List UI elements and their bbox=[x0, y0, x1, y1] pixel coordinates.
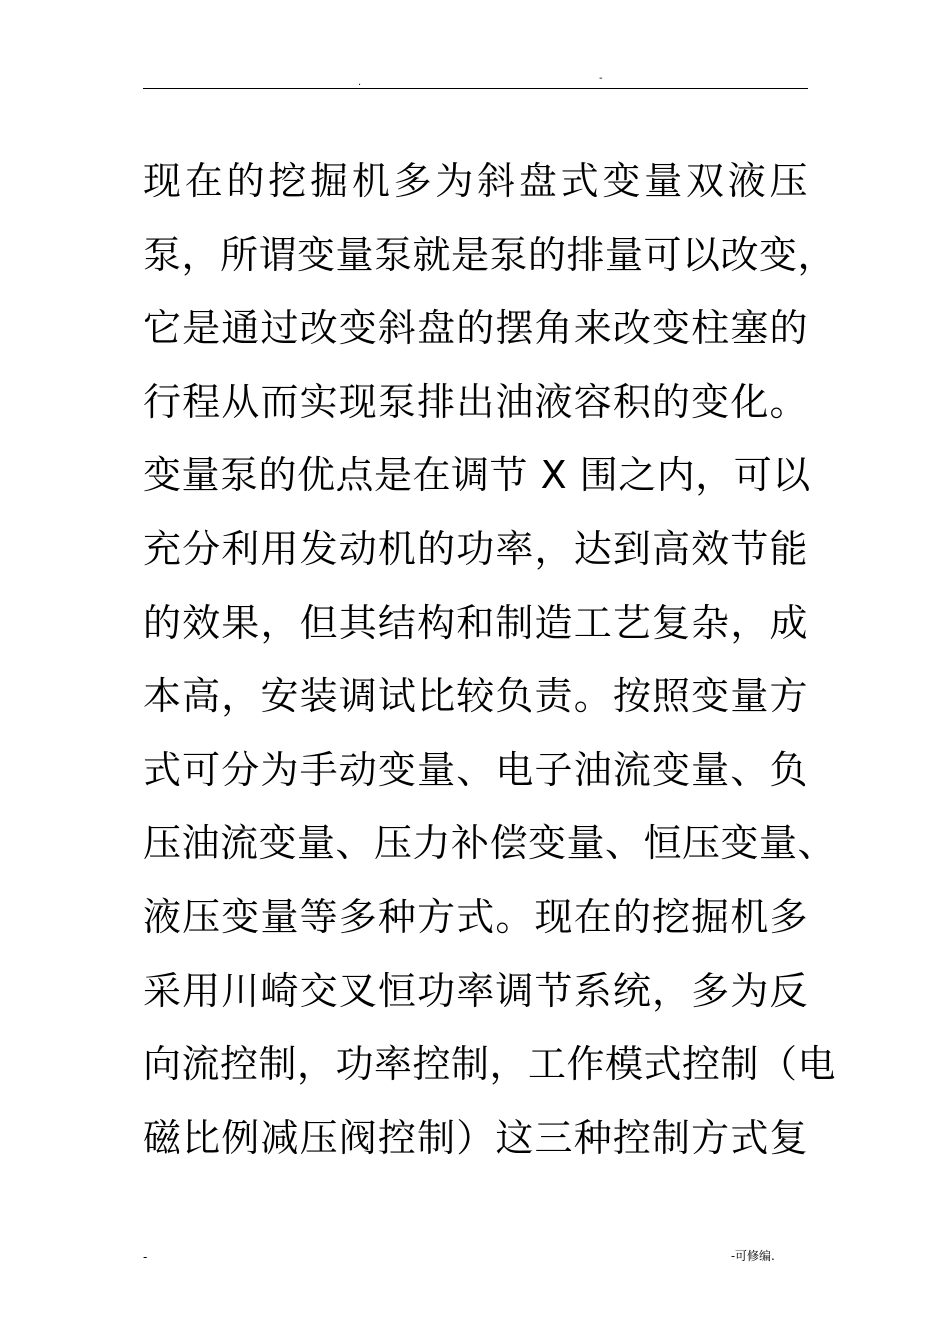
body-line: 采用川崎交叉恒功率调节系统，多为反 bbox=[143, 968, 808, 1013]
body-line: 本高，安装调试比较负责。按照变量方 bbox=[143, 674, 808, 719]
page-header bbox=[143, 60, 808, 89]
body-line: 行程从而实现泵排出油液容积的变化。 bbox=[143, 379, 808, 424]
body-line: 向流控制，功率控制，工作模式控制（电 bbox=[143, 1042, 837, 1087]
body-line: 充分利用发动机的功率，达到高效节能 bbox=[143, 526, 808, 571]
header-right-mark: - bbox=[599, 73, 603, 84]
body-line: 它是通过改变斜盘的摆角来改变柱塞的 bbox=[143, 306, 808, 351]
body-line: 液压变量等多种方式。现在的挖掘机多 bbox=[143, 894, 808, 939]
body-line: 现在的挖掘机多为斜盘式变量双液压 bbox=[143, 159, 808, 203]
body-line: 的效果，但其结构和制造工艺复杂，成 bbox=[143, 600, 808, 645]
body-line: 压油流变量、压力补偿变量、恒压变量、 bbox=[143, 821, 837, 866]
footer-editable-note: -可修编. bbox=[731, 1249, 775, 1263]
body-line: 泵，所谓变量泵就是泵的排量可以改变， bbox=[143, 232, 837, 277]
body-line: 磁比例减压阀控制）这三种控制方式复 bbox=[143, 1115, 808, 1160]
footer-left-mark: - bbox=[143, 1250, 148, 1264]
header-left-mark: . bbox=[358, 77, 362, 88]
body-line: 变量泵的优点是在调节 X 围之内，可以 bbox=[143, 453, 811, 498]
body-line: 式可分为手动变量、电子油流变量、负 bbox=[143, 747, 808, 792]
document-body bbox=[143, 145, 837, 1175]
